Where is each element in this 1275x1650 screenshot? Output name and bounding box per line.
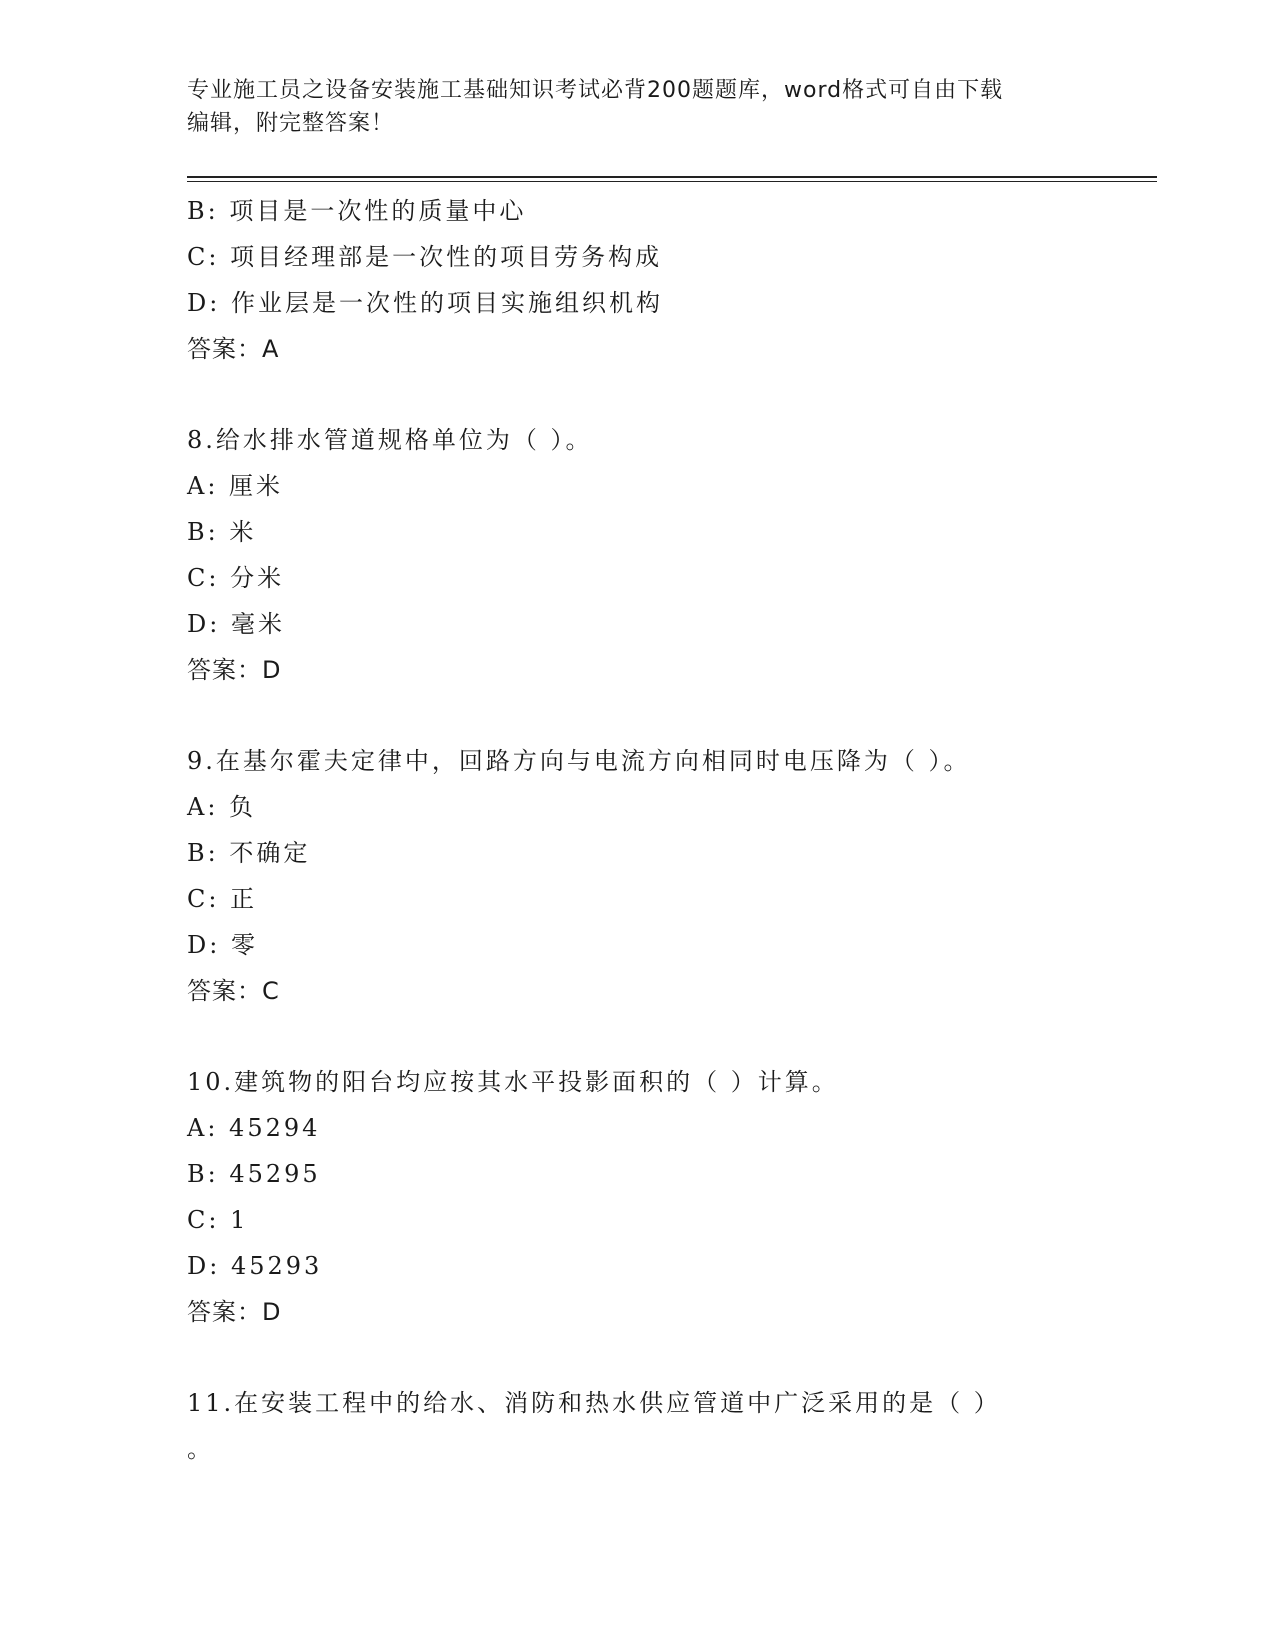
question-text: 11.在安装工程中的给水、消防和热水供应管道中广泛采用的是（ ）	[187, 1389, 1001, 1417]
spacer	[187, 693, 1157, 738]
document-page	[187, 0, 1157, 1650]
question-list	[187, 188, 1157, 1472]
question-text-continued: 。	[187, 1435, 214, 1463]
header-divider-thick	[187, 176, 1157, 178]
option-c: C: 项目经理部是一次性的项目劳务构成	[187, 243, 663, 271]
question-8	[187, 417, 1157, 693]
option-d: D: 45293	[187, 1252, 323, 1280]
option-c: C: 1	[187, 1206, 249, 1234]
spacer	[187, 1335, 1157, 1380]
spacer	[187, 1014, 1157, 1059]
option-b: B: 45295	[187, 1160, 321, 1188]
answer-line: 答案：D	[187, 656, 282, 684]
option-c: C: 分米	[187, 564, 285, 592]
option-a: A: 厘米	[187, 472, 284, 500]
question-10	[187, 1059, 1157, 1335]
header-line-2: 编辑，附完整答案！	[187, 111, 395, 136]
option-a: A: 负	[187, 793, 257, 821]
option-b: B: 项目是一次性的质量中心	[187, 197, 527, 225]
question-text: 8.给水排水管道规格单位为（ ）。	[187, 426, 593, 454]
document-header	[187, 74, 1087, 140]
header-divider-thin	[187, 181, 1157, 182]
spacer	[187, 372, 1157, 417]
option-d: D: 毫米	[187, 610, 285, 638]
question-text: 9.在基尔霍夫定律中，回路方向与电流方向相同时电压降为（ ）。	[187, 747, 971, 775]
option-a: A: 45294	[187, 1114, 321, 1142]
question-9	[187, 738, 1157, 1014]
answer-line: 答案：C	[187, 977, 280, 1005]
answer-line: 答案：A	[187, 335, 280, 363]
question-7-tail	[187, 188, 1157, 372]
option-b: B: 米	[187, 518, 257, 546]
header-line-1: 专业施工员之设备安装施工基础知识考试必背200题题库，word格式可自由下载	[187, 78, 1004, 103]
option-d: D: 零	[187, 931, 258, 959]
option-c: C: 正	[187, 885, 258, 913]
question-text: 10.建筑物的阳台均应按其水平投影面积的（ ）计算。	[187, 1068, 839, 1096]
option-b: B: 不确定	[187, 839, 311, 867]
answer-line: 答案：D	[187, 1298, 282, 1326]
question-11	[187, 1380, 1157, 1472]
option-d: D: 作业层是一次性的项目实施组织机构	[187, 289, 663, 317]
